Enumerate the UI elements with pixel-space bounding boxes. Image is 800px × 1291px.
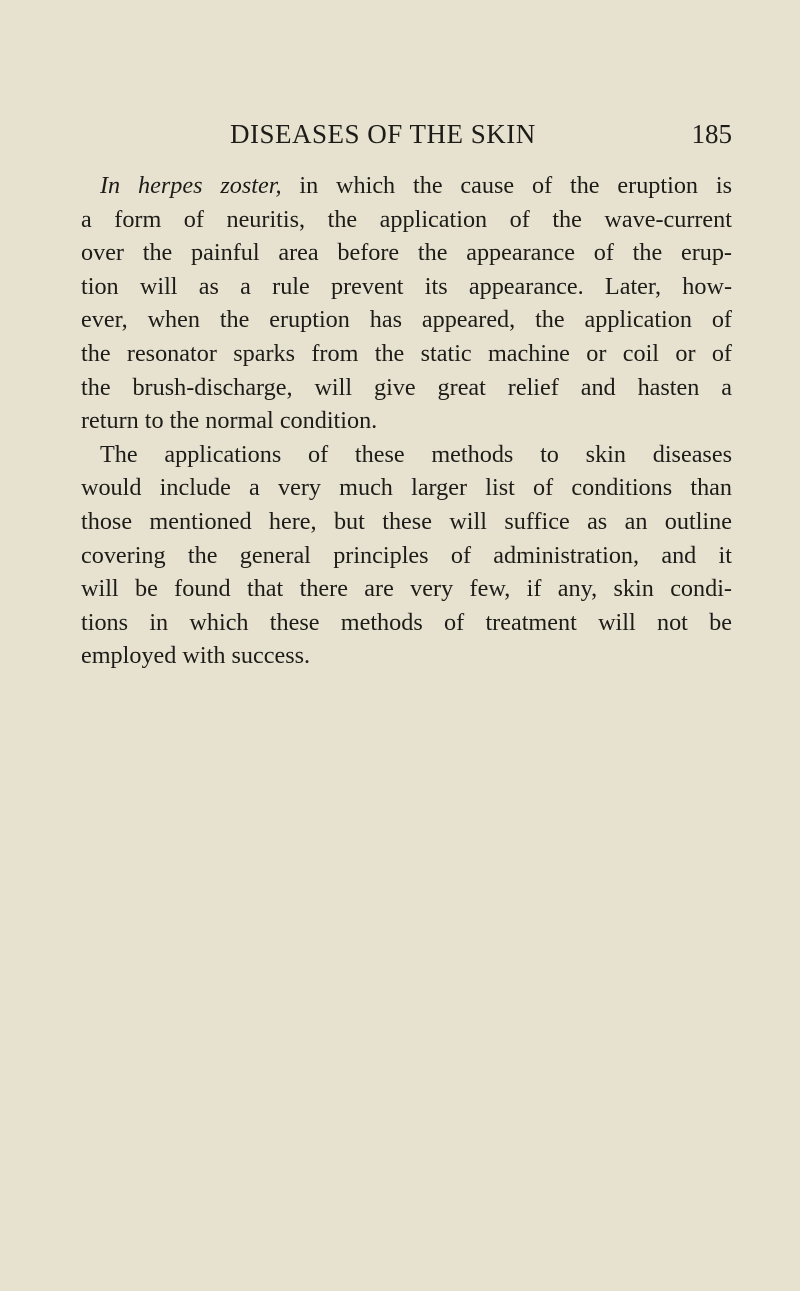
text-line: the brush-discharge, will give great relief and hasten a [81,373,732,401]
text-line: The applications of these methods to skin diseases [100,440,732,468]
italic-lead: In herpes zoster, [100,172,282,199]
body-text [81,169,732,673]
text-line: In herpes zoster, in which the cause of the eruption is [100,172,733,199]
text-line: a form of neuritis, the application of the wave-current [81,205,732,233]
text-line: over the painful area before the appearance of the erup- [81,239,732,267]
text-line: tions in which these methods of treatment will not be [81,608,732,636]
text-line: ever, when the eruption has appeared, the application of [81,306,732,334]
text-line: tion will as a rule prevent its appearance. Later, how- [81,272,732,300]
text-line: those mentioned here, but these will suffice as an outline [81,507,732,535]
running-head [81,118,732,150]
text-line: would include a very much larger list of conditions than [81,474,732,502]
page-number: 185 [691,119,732,149]
paragraph [81,169,732,438]
text-line: employed with success. [81,642,311,670]
text-line: covering the general principles of administration, and it [81,541,732,569]
text-line: the resonator sparks from the static machine or coil or of [81,339,732,367]
paragraph [81,438,732,673]
text-line: return to the normal condition. [81,407,378,435]
running-head-title: DISEASES OF THE SKIN [230,119,536,149]
text-line: will be found that there are very few, if any, skin condi- [81,575,732,603]
